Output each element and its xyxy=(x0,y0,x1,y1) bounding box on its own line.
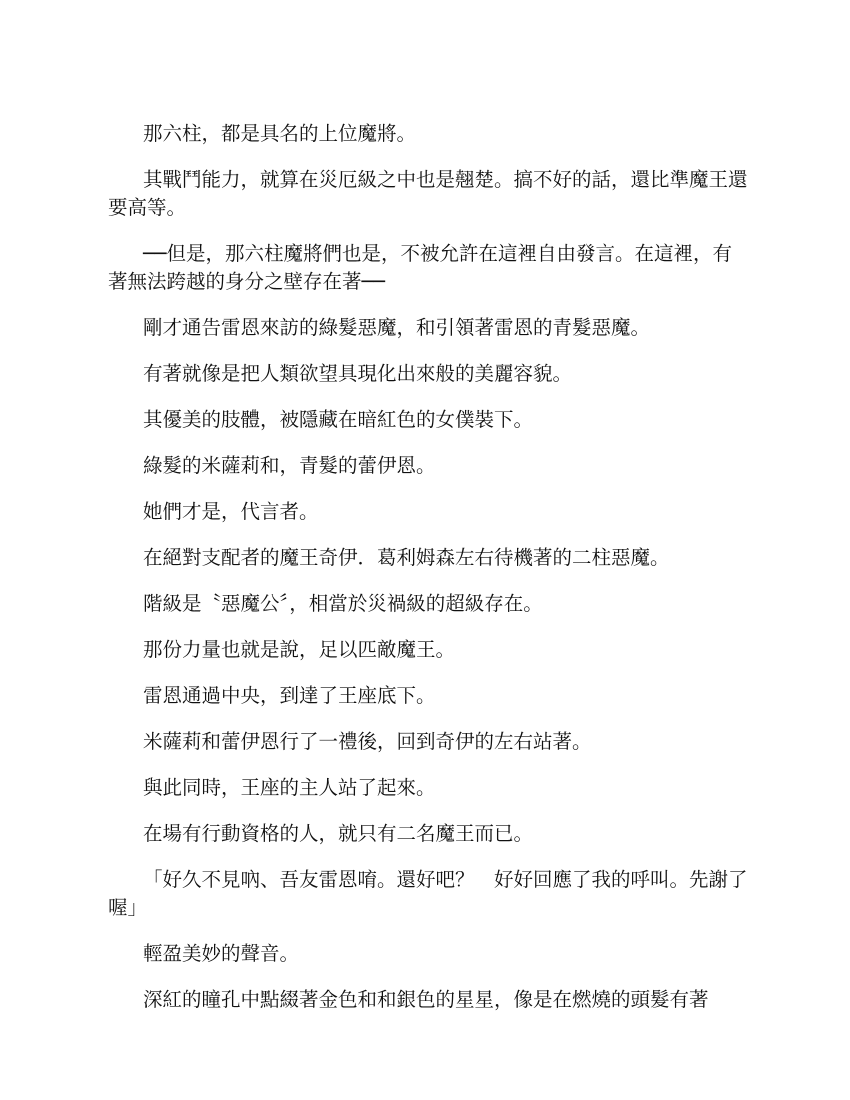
paragraph: 「好久不見吶、吾友雷恩唷。還好吧？ 好好回應了我的呼叫。先謝了喔」 xyxy=(108,868,748,919)
paragraph: 有著就像是把人類欲望具現化出來般的美麗容貌。 xyxy=(143,362,573,385)
paragraph: 在場有行動資格的人，就只有二名魔王而已。 xyxy=(143,822,534,845)
paragraph: 那六柱，都是具名的上位魔將。 xyxy=(143,122,417,145)
paragraph: 在絕對支配者的魔王奇伊．葛利姆森左右待機著的二柱惡魔。 xyxy=(143,546,670,569)
paragraph: 她們才是，代言者。 xyxy=(143,500,319,523)
paragraph: ──但是，那六柱魔將們也是，不被允許在這裡自由發言。在這裡，有著無法跨越的身分之壁存在著── xyxy=(108,242,732,293)
paragraph: 其優美的肢體，被隱藏在暗紅色的女僕裝下。 xyxy=(143,408,534,431)
paragraph: 其戰鬥能力，就算在災厄級之中也是翹楚。搞不好的話，還比準魔王還要高等。 xyxy=(108,168,748,219)
paragraph: 階級是〝惡魔公〞，相當於災禍級的超級存在。 xyxy=(143,592,543,615)
body-text xyxy=(108,120,748,1032)
paragraph: 綠髮的米薩莉和，青髮的蕾伊恩。 xyxy=(143,454,436,477)
paragraph: 剛才通告雷恩來訪的綠髮惡魔，和引領著雷恩的青髮惡魔。 xyxy=(143,316,651,339)
paragraph: 與此同時，王座的主人站了起來。 xyxy=(143,776,436,799)
paragraph: 米薩莉和蕾伊恩行了一禮後，回到奇伊的左右站著。 xyxy=(143,730,592,753)
paragraph: 那份力量也就是說，足以匹敵魔王。 xyxy=(143,638,456,661)
paragraph: 輕盈美妙的聲音。 xyxy=(143,942,300,965)
paragraph: 雷恩通過中央，到達了王座底下。 xyxy=(143,684,436,707)
paragraph: 深紅的瞳孔中點綴著金色和和銀色的星星，像是在燃燒的頭髮有著 xyxy=(143,988,709,1011)
